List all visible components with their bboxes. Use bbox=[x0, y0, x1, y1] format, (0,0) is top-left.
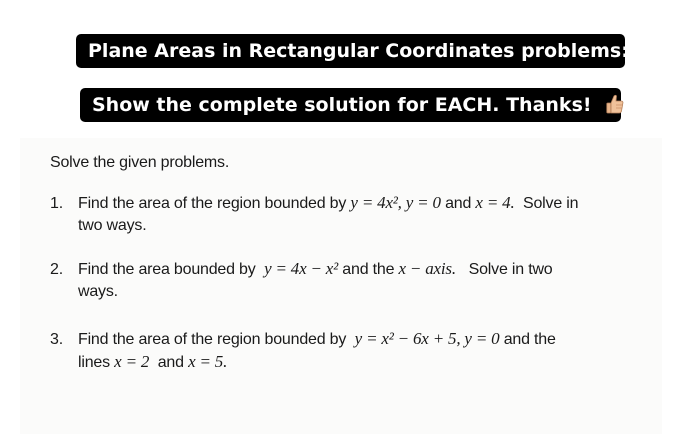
problem-line bbox=[50, 351, 556, 374]
problem-text: and bbox=[445, 195, 472, 212]
problem-number: 3. bbox=[50, 331, 63, 348]
problem-text: Find the area of the region bounded by bbox=[78, 195, 347, 212]
problem-line bbox=[50, 258, 553, 281]
equation: x = 5. bbox=[188, 352, 228, 371]
problem-item bbox=[50, 258, 553, 303]
problem-text: Solve in bbox=[523, 195, 579, 212]
request-text: Show the complete solution for EACH. Thanks! bbox=[92, 94, 592, 116]
problem-sheet bbox=[20, 138, 662, 434]
problem-line bbox=[50, 192, 578, 215]
equation: x = 2 bbox=[114, 352, 150, 371]
problem-line bbox=[50, 328, 556, 351]
equation: y = 4x², y = 0 bbox=[350, 193, 441, 212]
problem-text: and the bbox=[342, 261, 395, 278]
problem-text: lines bbox=[78, 354, 110, 371]
problem-item bbox=[50, 328, 556, 374]
problem-text: Find the area bounded by bbox=[78, 261, 256, 278]
problem-text: Solve in two bbox=[468, 261, 553, 278]
equation: x − axis. bbox=[398, 259, 456, 278]
title-banner bbox=[76, 34, 629, 68]
request-banner bbox=[80, 88, 621, 122]
problem-text: Find the area of the region bounded by bbox=[78, 331, 347, 348]
title-text: Plane Areas in Rectangular Coordinates problems: bbox=[88, 40, 629, 62]
problem-number: 1. bbox=[50, 195, 63, 212]
equation: y = 4x − x² bbox=[264, 259, 339, 278]
thumbs-up-icon bbox=[606, 91, 624, 111]
equation: x = 4. bbox=[475, 193, 515, 212]
problem-text: and bbox=[157, 354, 184, 371]
problem-text: ways. bbox=[78, 283, 118, 300]
problem-text: two ways. bbox=[78, 217, 147, 234]
equation: y = x² − 6x + 5, y = 0 bbox=[354, 329, 500, 348]
problem-text: and the bbox=[503, 331, 556, 348]
intro-text: Solve the given problems. bbox=[50, 154, 230, 171]
problem-item bbox=[50, 192, 578, 237]
problem-number: 2. bbox=[50, 261, 63, 278]
